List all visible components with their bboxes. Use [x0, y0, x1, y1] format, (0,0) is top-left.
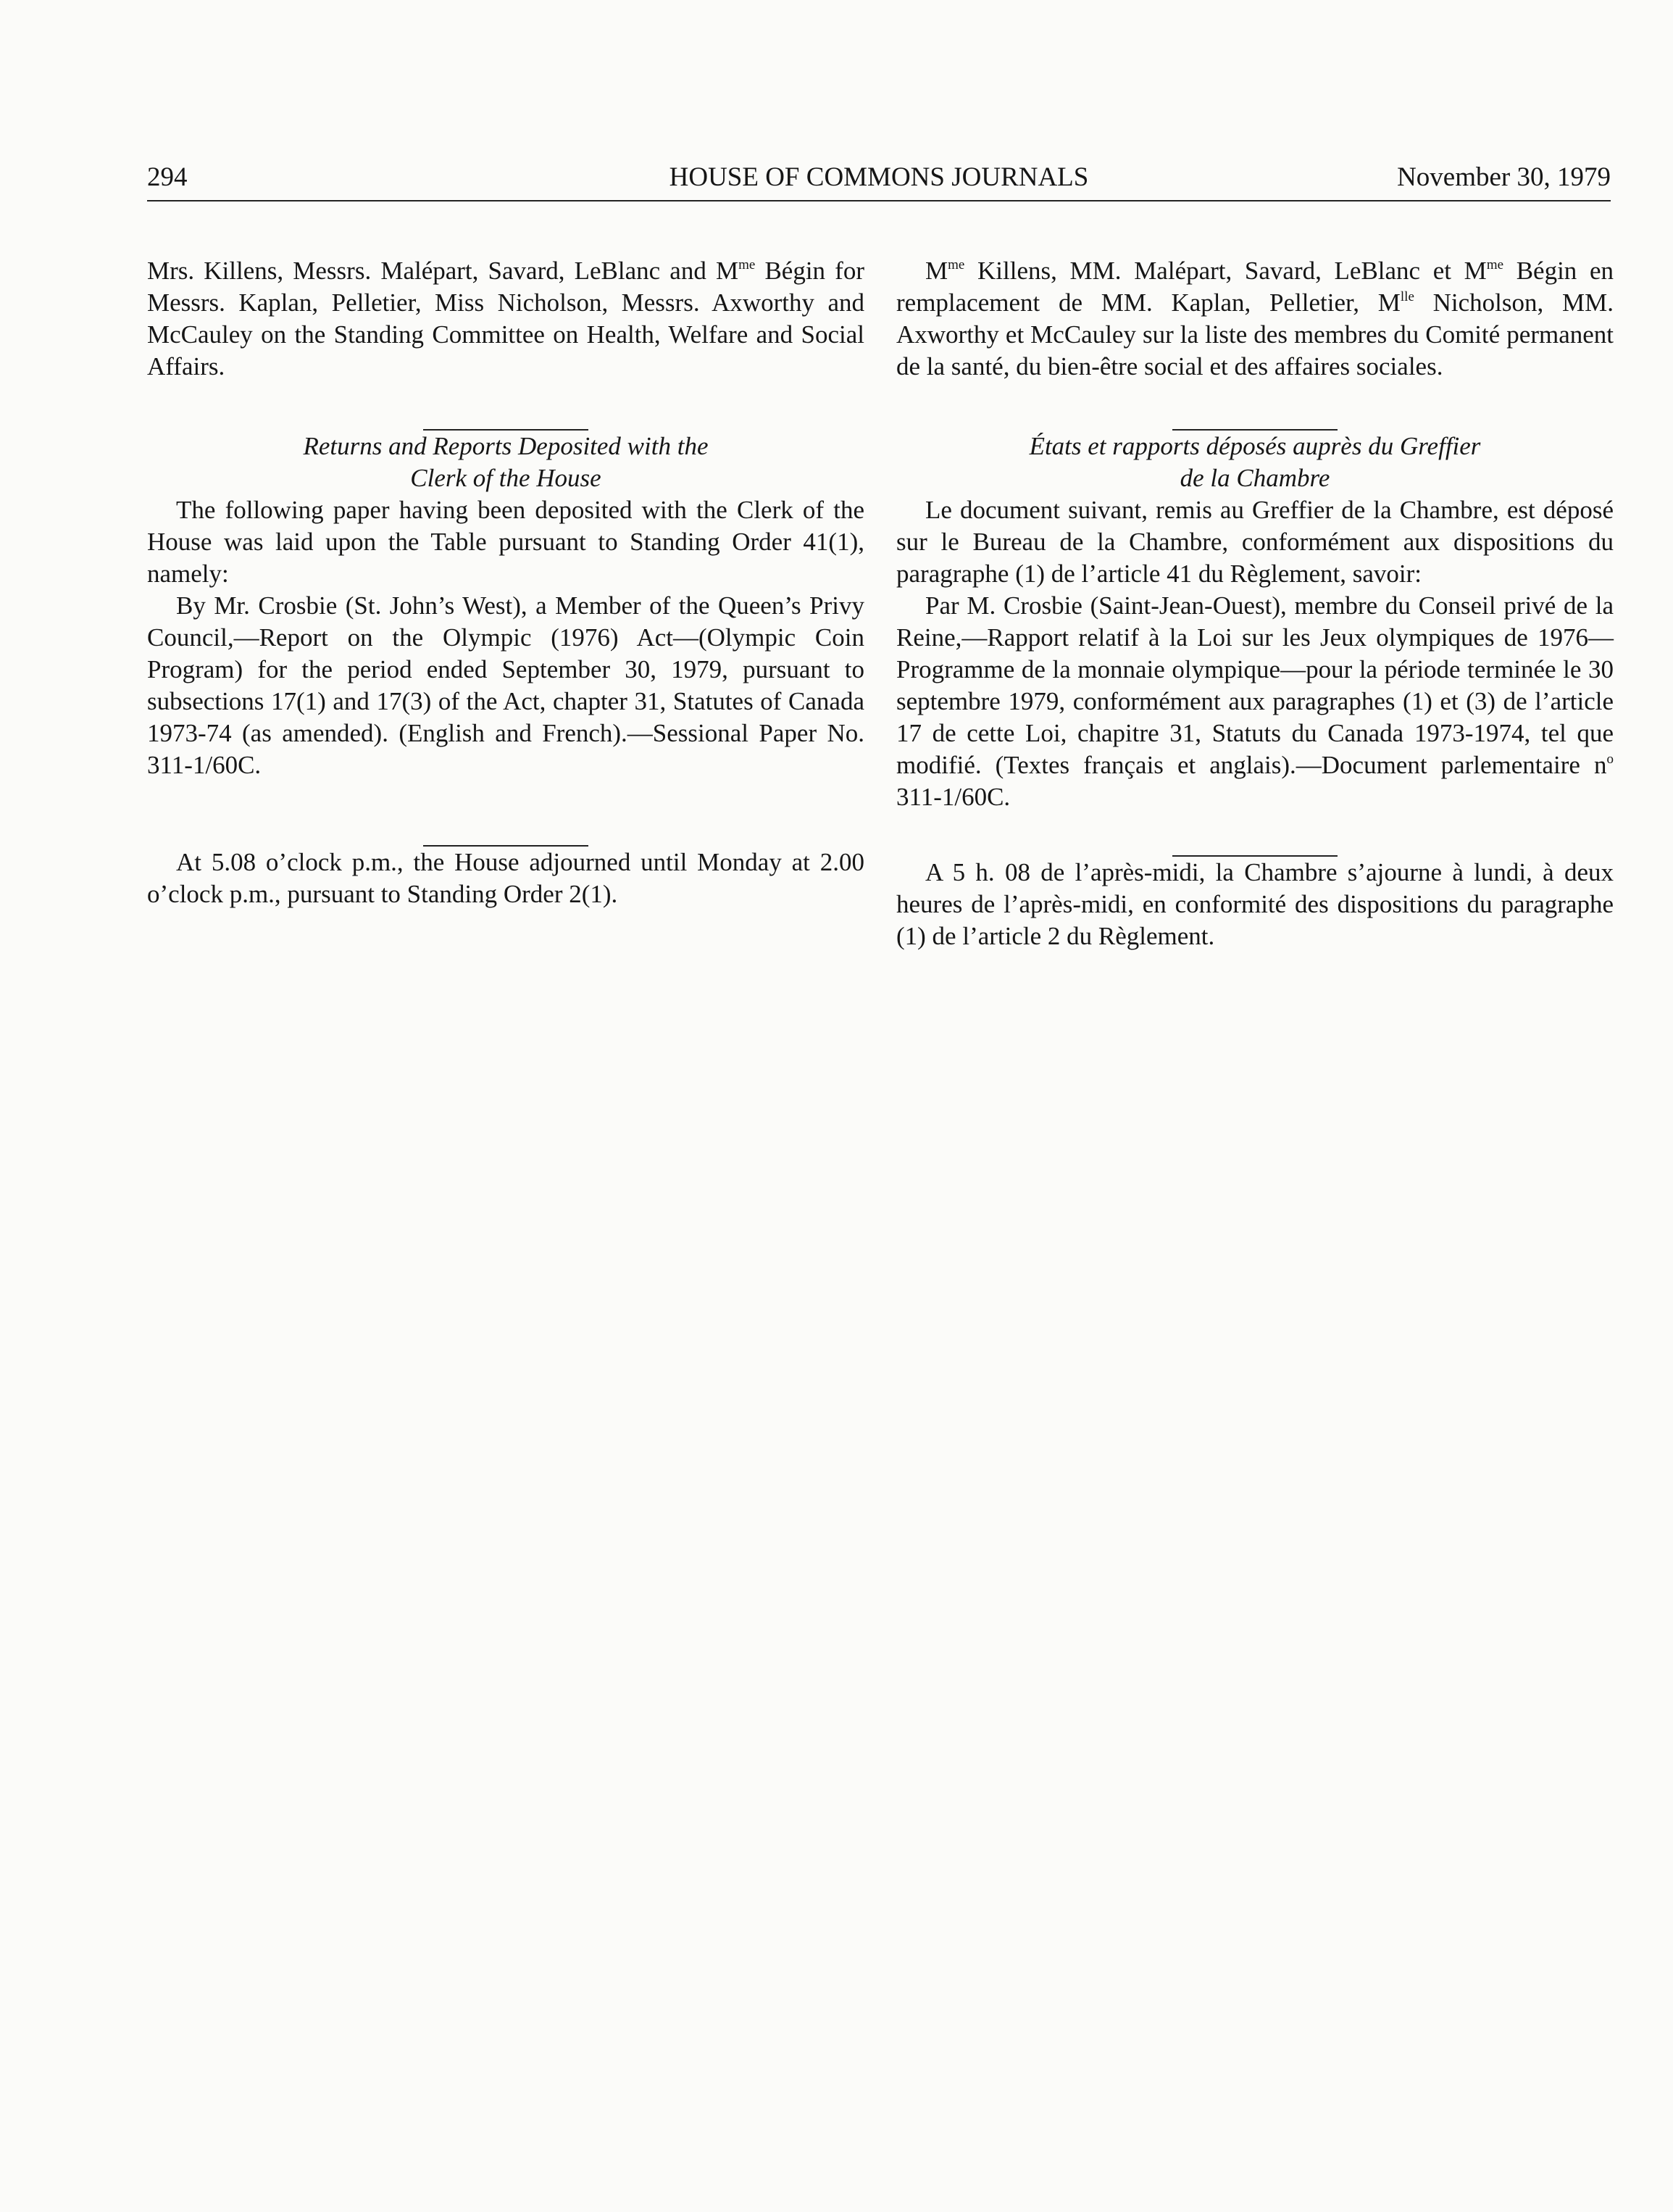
adjournment-paragraph-en: At 5.08 o’clock p.m., the House adjourned until Monday at 2.00 o’clock p.m., pursuant to Standing Order 2(1).	[147, 848, 864, 908]
report-paragraph-en: By Mr. Crosbie (St. John’s West), a Member of the Queen’s Privy Council,—Report on the Olympic (1976) Act—(Olympic Coin Program) for the period ended September 30, 1979, pursuant to subsections 17(1) and 17(3) of the Act, chapter 31, Statutes of Canada 1973-74 (as amended). (English and French).—Sessional Paper No. 311-1/60C.	[147, 591, 864, 779]
report-paragraph-fr	[896, 590, 1614, 813]
committee-text-fr-1: M	[925, 257, 948, 285]
section-heading-en	[147, 431, 864, 494]
header-date: November 30, 1979	[1397, 162, 1611, 192]
intro-paragraph-fr: Le document suivant, remis au Greffier de la Chambre, est déposé sur le Bureau de la Chambre, conformément aux dispositions du paragraphe (1) de l’article 41 du Règlement, savoir:	[896, 496, 1614, 588]
committee-sup-fr-2: me	[1486, 257, 1504, 273]
committee-paragraph-en	[147, 255, 864, 383]
committee-sup-fr-3: lle	[1400, 289, 1414, 304]
committee-text-en-1: Mrs. Killens, Messrs. Malépart, Savard, LeBlanc and M	[147, 257, 739, 285]
committee-paragraph-fr	[896, 255, 1614, 383]
committee-text-fr-4: Nicholson, MM. Axworthy et McCauley sur la liste des membres du Comité permanent de la santé, du bien-être social et des affaires sociales.	[896, 288, 1614, 381]
section-heading-fr	[896, 431, 1614, 494]
intro-paragraph-en: The following paper having been deposited with the Clerk of the House was laid upon the Table pursuant to Standing Order 41(1), namely:	[147, 496, 864, 588]
report-text-fr-2: 311-1/60C.	[896, 783, 1011, 811]
report-sup-fr-1: o	[1606, 752, 1614, 767]
english-column	[147, 255, 864, 910]
adjournment-paragraph-fr: A 5 h. 08 de l’après-midi, la Chambre s’ajourne à lundi, à deux heures de l’après-midi, en conformité des dispositions du paragraphe (1) de l’article 2 du Règlement.	[896, 858, 1614, 950]
section-heading-en-line2: Clerk of the House	[410, 464, 601, 492]
committee-text-en-2: Bégin for Messrs. Kaplan, Pelletier, Miss Nicholson, Messrs. Axworthy and McCauley on the Standing Committee on Health, Welfare and Social Affairs.	[147, 257, 864, 381]
committee-text-fr-2: Killens, MM. Malépart, Savard, LeBlanc et M	[964, 257, 1487, 285]
page-number: 294	[147, 162, 188, 192]
section-heading-fr-line2: de la Chambre	[1180, 464, 1330, 492]
report-text-fr-1: Par M. Crosbie (Saint-Jean-Ouest), membre du Conseil privé de la Reine,—Rapport relatif à la Loi sur les Jeux olympiques de 1976—Programme de la monnaie olympique—pour la période terminée le 30 septembre 1979, conformément aux paragraphes (1) et (3) de l’article 17 de cette Loi, chapitre 31, Statuts du Canada 1973-1974, tel que modifié. (Textes français et anglais).—Document parlementaire n	[896, 591, 1614, 779]
section-heading-en-line1: Returns and Reports Deposited with the	[303, 432, 709, 460]
section-heading-fr-line1: États et rapports déposés auprès du Greffier	[1029, 432, 1481, 460]
committee-sup-en-1: me	[738, 257, 756, 273]
journal-title: HOUSE OF COMMONS JOURNALS	[669, 162, 1089, 192]
committee-text-fr-3: Bégin en remplacement de MM. Kaplan, Pelletier, M	[896, 257, 1614, 317]
committee-sup-fr-1: me	[948, 257, 965, 273]
french-column	[896, 255, 1614, 952]
page-header	[147, 159, 1611, 201]
